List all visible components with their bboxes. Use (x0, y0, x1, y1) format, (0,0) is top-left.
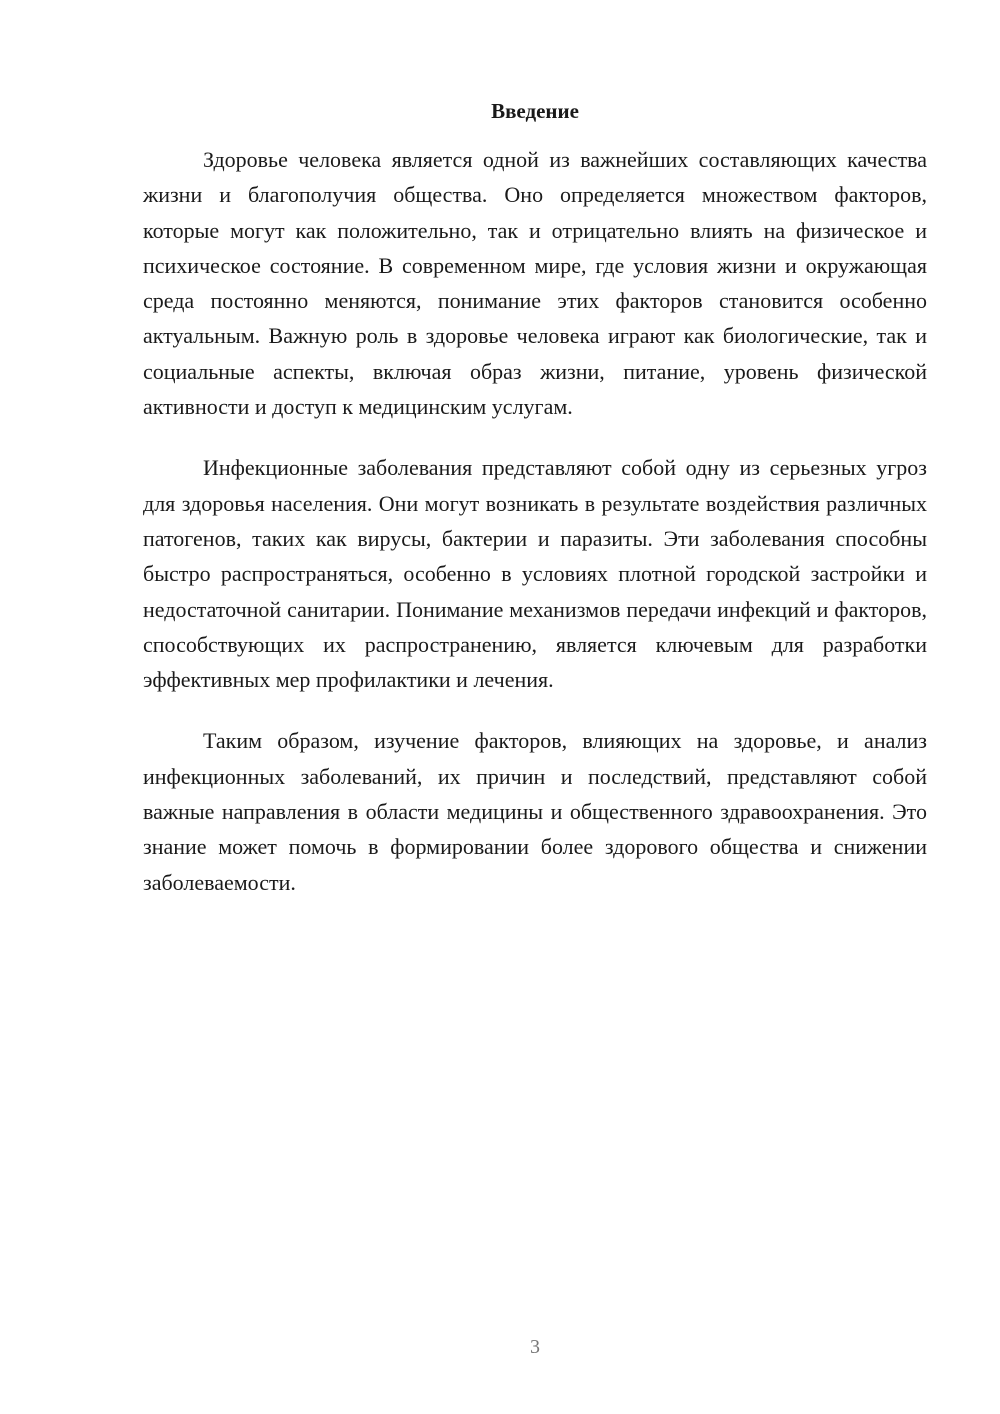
page-number: 3 (530, 1336, 540, 1358)
paragraph-1: Здоровье человека является одной из важнейших составляющих качества жизни и благополучия общества. Оно определяется множеством факторов, которые могут как положительно, так и отрицательно влиять на физическое и психическое состояние. В современном мире, где условия жизни и окружающая среда постоянно меняются, понимание этих факторов становится особенно актуальным. Важную роль в здоровье человека играют как биологические, так и социальные аспекты, включая образ жизни, питание, уровень физической активности и доступ к медицинским услугам. (143, 147, 927, 420)
section-heading: Введение (491, 99, 579, 123)
document-body (143, 142, 927, 926)
paragraph-2: Инфекционные заболевания представляют собой одну из серьезных угроз для здоровья населения. Они могут возникать в результате воздействия различных патогенов, таких как вирусы, бактерии и паразиты. Эти заболевания способны быстро распространяться, особенно в условиях плотной городской застройки и недостаточной санитарии. Понимание механизмов передачи инфекций и факторов, способствующих их распространению, является ключевым для разработки эффективных мер профилактики и лечения. (143, 455, 927, 693)
paragraph-3: Таким образом, изучение факторов, влияющих на здоровье, и анализ инфекционных заболеваний, их причин и последствий, представляют собой важные направления в области медицины и общественного здравоохранения. Это знание может помочь в формировании более здорового общества и снижении заболеваемости. (143, 728, 927, 895)
